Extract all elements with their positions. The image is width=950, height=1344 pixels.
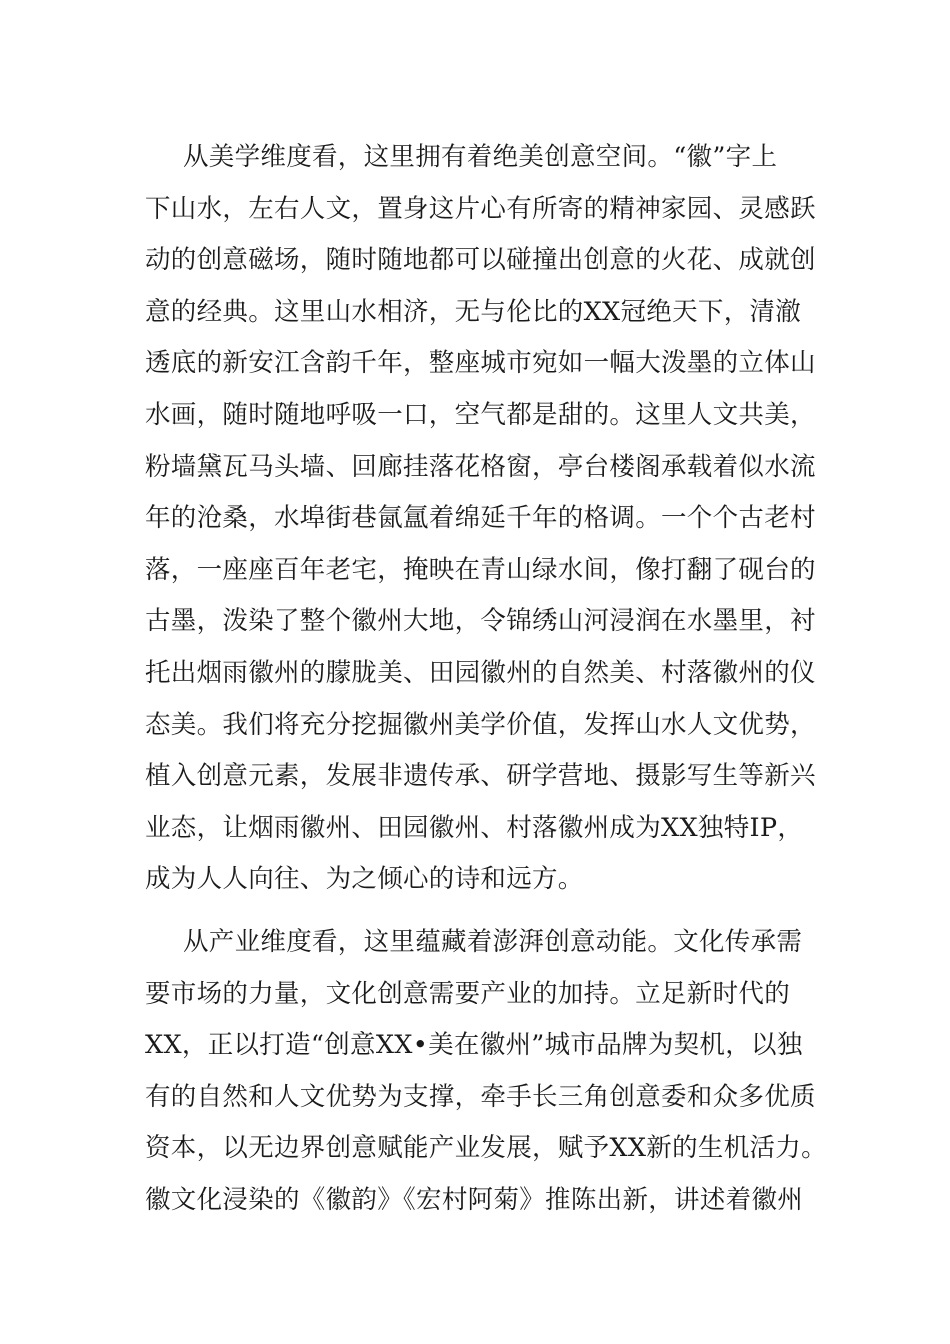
text-line: XX，正以打造“创意XX•美在徽州”城市品牌为契机，以独	[145, 1030, 803, 1061]
text-line: 粉墙黛瓦马头墙、回廊挂落花格窗，亭台楼阁承载着似水流	[145, 451, 816, 482]
text-line: 落，一座座百年老宅，掩映在青山绿水间，像打翻了砚台的	[145, 554, 816, 585]
text-line: 徽文化浸染的《徽韵》《宏村阿菊》推陈出新，讲述着徽州	[145, 1184, 804, 1215]
text-line: 下山水，左右人文，置身这片心有所寄的精神家园、灵感跃	[145, 193, 816, 224]
text-line: 透底的新安江含韵千年，整座城市宛如一幅大泼墨的立体山	[145, 348, 816, 379]
text-line: 业态，让烟雨徽州、田园徽州、村落徽州成为XX独特IP，	[145, 812, 804, 843]
paragraph-industry	[145, 917, 827, 1227]
text-line: 年的沧桑，水埠街巷氤氲着绵延千年的格调。一个个古老村	[145, 503, 816, 534]
text-line: 意的经典。这里山水相济，无与伦比的XX冠绝天下，清澈	[145, 296, 802, 327]
paragraph-aesthetics	[145, 132, 816, 906]
text-line: 植入创意元素，发展非遗传承、研学营地、摄影写生等新兴	[145, 761, 816, 792]
document-body	[145, 132, 827, 1226]
text-line: 动的创意磁场，随时随地都可以碰撞出创意的火花、成就创	[145, 245, 816, 276]
text-line: 从美学维度看，这里拥有着绝美创意空间。“徽”字上	[183, 142, 778, 172]
text-line: 从产业维度看，这里蕴藏着澎湃创意动能。文化传承需	[183, 926, 803, 957]
text-line: 成为人人向往、为之倾心的诗和远方。	[145, 864, 584, 895]
text-line: 水画，随时随地呼吸一口，空气都是甜的。这里人文共美，	[145, 399, 816, 430]
text-line: 资本，以无边界创意赋能产业发展，赋予XX新的生机活力。	[145, 1133, 827, 1164]
text-line: 有的自然和人文优势为支撑，牵手长三角创意委和众多优质	[145, 1081, 816, 1112]
text-line: 托出烟雨徽州的朦胧美、田园徽州的自然美、村落徽州的仪	[145, 657, 816, 688]
text-line: 态美。我们将充分挖掘徽州美学价值，发挥山水人文优势，	[145, 709, 816, 740]
text-line: 古墨，泼染了整个徽州大地，令锦绣山河浸润在水墨里，衬	[145, 606, 816, 637]
text-line: 要市场的力量，文化创意需要产业的加持。立足新时代的	[145, 978, 791, 1009]
